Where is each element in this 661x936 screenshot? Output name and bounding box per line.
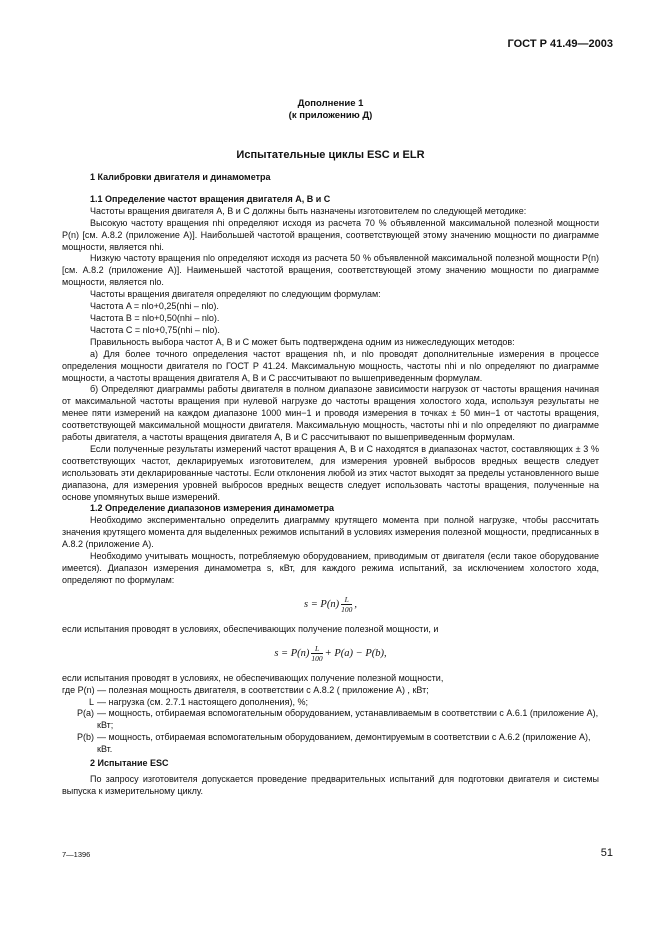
paragraph: Необходимо учитывать мощность, потребляемую оборудованием, приводимым от двигателя (если такое оборудование имеется). Диапазон измерения динамометра s, кВт, для каждого режима испытаний, за исключением холостого хода, определяют по формулам: xyxy=(62,551,599,585)
paragraph: если испытания проводят в условиях, не обеспечивающих получение полезной мощности, xyxy=(62,672,444,683)
page-number: 51 xyxy=(600,847,613,859)
formula-1: s = P(n) $\frac{L}{100}$ , xyxy=(304,594,357,614)
legend-item: P(a) — мощность, отбираемая вспомогательным оборудованием, устанавливаемым в соответствии с А.6.1 (приложение А), кВт; xyxy=(76,708,599,731)
paragraph: если испытания проводят в условиях, обеспечивающих получение полезной мощности, и xyxy=(62,623,439,634)
heading-2: 2 Испытание ESC xyxy=(90,758,169,769)
appendix-title: Дополнение 1 xyxy=(297,98,364,109)
formula-a: Частота A = nlo+0,25(nhi – nlo). xyxy=(90,301,219,312)
heading-1: 1 Калибровки двигателя и динамометра xyxy=(90,172,271,182)
heading-1-2: 1.2 Определение диапазонов измерения динамометра xyxy=(90,503,334,514)
paragraph: Высокую частоту вращения nhi определяют исходя из расчета 70 % объявленной максимальной полезной мощности P(n) [см. А.8.2 (приложение А)]. Наибольшей частотой вращения, соответствующей этому значению мощности по диаграмме мощности, является nhi. xyxy=(62,217,599,252)
formula-b: Частота B = nlo+0,50(nhi – nlo). xyxy=(90,312,220,323)
document-id: ГОСТ Р 41.49—2003 xyxy=(507,38,613,50)
appendix-subtitle: (к приложению Д) xyxy=(288,110,373,121)
paragraph: По запросу изготовителя допускается проведение предварительных испытаний для подготовки двигателя и системы выпуска к измерительному циклу. xyxy=(62,773,599,796)
legend-intro: где P(n) — полезная мощность двигателя, в соответствии с А.8.2 ( приложение А) , кВт; xyxy=(62,684,429,695)
heading-1-1: 1.1 Определение частот вращения двигателя A, B и C xyxy=(90,193,331,204)
paragraph: б) Определяют диаграммы работы двигателя в полном диапазоне зависимости нагрузок от частоты вращения начиная от максимальной частоты вращения при нулевой нагрузке до частоты вращения холостого хода, используя результаты не менее пяти измерений на каждом диапазоне 1000 мин−1 и проводя измерения в точках ± 50 мин−1 от частоты вращения, соответствующей максимальной мощности двигателя. Максимальную мощность, частоты nhi и nlo определяют по диаграмме работы двигателя, а частоты вращения двигателя A, B и C рассчитывают по вышеприведенным формулам. xyxy=(62,384,599,443)
paragraph: а) Для более точного определения частот вращения nh, и nlo проводят дополнительные измерения в процессе определения мощности двигателя по ГОСТ Р 41.24. Максимальную мощность, частоты nhi и nlo определяют по диаграмме мощности, а частоты вращения двигателя A, B и C рассчитывают по вышеприведенным формулам. xyxy=(62,348,599,383)
paragraph: Низкую частоту вращения nlo определяют исходя из расчета 50 % объявленной максимальной полезной мощности P(n) [см. А.8.2 (приложение А)]. Наименьшей частотой вращения, соответствующей этому значению мощности по диаграмме мощности, является nlo. xyxy=(62,253,599,288)
main-text xyxy=(62,172,599,798)
legend-item: L — нагрузка (см. 2.7.1 настоящего дополнения), %; xyxy=(88,696,308,707)
formula-c: Частота C = nlo+0,75(nhi – nlo). xyxy=(90,324,220,335)
paragraph: Необходимо экспериментально определить диаграмму крутящего момента при полной нагрузке, чтобы рассчитать значения крутящего момента для выделенных режимов испытаний в условиях измерения полезной мощности, предписанных в А.8.2 (приложение А). xyxy=(62,515,599,550)
formula-2: s = P(n) $\frac{L}{100}$ + P(a) − P(b), xyxy=(274,643,387,663)
paragraph: Частоты вращения двигателя определяют по следующим формулам: xyxy=(90,289,381,300)
section-title: Испытательные циклы ESC и ELR xyxy=(236,149,425,161)
paragraph: Правильность выбора частот A, B и C может быть подтверждена одним из нижеследующих методов: xyxy=(90,336,515,347)
legend-item: P(b) — мощность, отбираемая вспомогательным оборудованием, демонтируемым в соответствии с А.6.2 (приложение А), кВт. xyxy=(76,732,591,755)
paragraph: Частоты вращения двигателя A, B и C должны быть назначены изготовителем по следующей методике: xyxy=(90,205,527,216)
footer-code: 7—1396 xyxy=(62,850,91,859)
paragraph: Если полученные результаты измерений частот вращения A, B и C находятся в диапазонах частот, составляющих ± 3 % соответствующих частот, декларируемых изготовителем, для измерения уровней выбросов вредных веществ следует использовать эти декларированные частоты. Если отклонения любой из этих частот выходят за пределы установленного выше диапазона, для измерения уровней выбросов вредных веществ следует использовать частоты вращения, полученные на основе упомянутых выше измерений. xyxy=(62,443,599,502)
